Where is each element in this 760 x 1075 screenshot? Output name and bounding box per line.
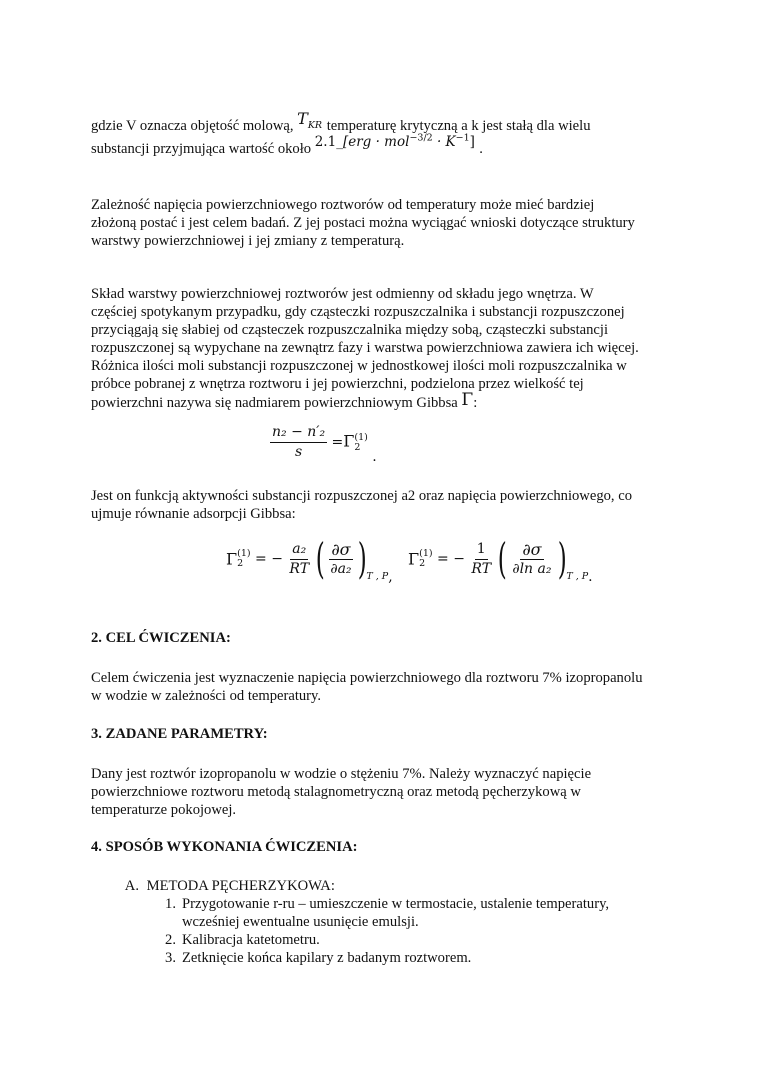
surface-excess-equation	[270, 424, 377, 465]
text-line: Jest on funkcją aktywności substancji rozpuszczonej a2 oraz napięcia powierzchniowego, co	[91, 488, 632, 504]
text-line: próbce pobranej z wnętrza roztworu i jej powierzchni, podzielona przez wielkość tej	[91, 376, 584, 392]
gamma-symbol: Γ	[461, 390, 474, 410]
list-item: 1. Przygotowanie r-ru – umieszczenie w termostacie, ustalenie temperatury,	[165, 896, 610, 912]
log-derivative-fraction: $\frac{\partial\sigma}{\text{∂ln a₂}}$	[512, 539, 552, 577]
left-paren: (	[497, 534, 507, 583]
composition-paragraph	[91, 285, 681, 412]
section-2-heading: 2. CEL ĆWICZENIA:	[91, 630, 231, 646]
gamma-indices: (1) 2	[237, 548, 251, 569]
temperature-paragraph	[91, 196, 681, 250]
text-line: warstwy powierzchniowej i jej zmiany z temperaturą.	[91, 233, 405, 249]
intro-text-b: temperaturę krytyczną a k jest stałą dla wielu	[326, 118, 591, 134]
text-line: Dany jest roztwór izopropanolu w wodzie o stężeniu 7%. Należy wyznaczyć napięcie	[91, 766, 592, 782]
text-line: przyciągają się słabiej od cząsteczek rozpuszczalnika między sobą, cząsteczki substancji	[91, 322, 609, 338]
text-line: powierzchniowe roztworu metodą stalagnometryczną oraz metodą pęcherzykową w	[91, 784, 581, 800]
gibbs-equation-1: Γ (1) 2 = − $\frac{\text{a₂}}{RT}$ ( $\frac{\partial\sigma}{\text{∂a₂}}$ )$_{T , P}$,	[226, 534, 393, 585]
tkr-symbol: $T_{KR}$	[297, 109, 323, 131]
intro-paragraph	[91, 109, 681, 158]
right-paren: )	[557, 534, 567, 583]
fraction-denominator: s	[294, 444, 303, 460]
equation-period: .	[372, 448, 377, 465]
text-line: rozpuszczonej są wypychane na zewnątrz fazy i warstwa powierzchniowa zawiera ich więcej.	[91, 340, 639, 356]
text-line: Skład warstwy powierzchniowej roztworów jest odmienny od składu jego wnętrza. W	[91, 286, 594, 302]
text-line	[91, 390, 681, 412]
steps-list	[152, 895, 712, 967]
gamma-indices: (1) 2	[419, 548, 433, 569]
text-line: ujmuje równanie adsorpcji Gibbsa:	[91, 506, 296, 522]
constant-expression: 2.1_[erg · $mol^{-3/2} \cdot K^{-1}$]	[314, 132, 475, 150]
text-line: złożoną postać i jest celem badań. Z jej postaci można wyciągać wnioski dotyczące struktury	[91, 215, 635, 231]
intro-period: .	[479, 141, 483, 157]
intro-line-2	[91, 132, 681, 158]
gamma-indices: (1) 2	[354, 431, 368, 453]
left-paren: (	[315, 534, 325, 583]
gibbs-paragraph	[91, 487, 681, 523]
text-line: Różnica ilości moli substancji rozpuszczonej w jednostkowej ilości moli rozpuszczalnika w	[91, 358, 627, 374]
colon: :	[473, 395, 478, 411]
fraction-numerator: n₂ − n′₂	[270, 424, 327, 443]
text-line: częściej spotykanym przypadku, gdy cząsteczki rozpuszczalnika i substancji rozpuszczonej	[91, 304, 625, 320]
right-paren: )	[357, 534, 367, 583]
list-item: 2. Kalibracja katetometru.	[165, 932, 320, 948]
text-line: Zależność napięcia powierzchniowego roztworów od temperatury może mieć bardziej	[91, 197, 595, 213]
text-line: temperaturze pokojowej.	[91, 802, 237, 818]
section-3-heading: 3. ZADANE PARAMETRY:	[91, 726, 268, 742]
method-label: A.	[124, 878, 139, 894]
composition-last-text: powierzchni nazywa się nadmiarem powierzchniowym Gibbsa	[91, 395, 458, 411]
equals-sign: =	[331, 434, 344, 451]
intro-text-a: gdzie V oznacza objętość molową,	[91, 118, 294, 134]
derivative-fraction: $\frac{\partial\sigma}{\text{∂a₂}}$	[330, 539, 352, 577]
gamma-rhs: Γ	[343, 431, 355, 451]
section-4-heading: 4. SPOSÓB WYKONANIA ĆWICZENIA:	[91, 839, 358, 855]
text-line: Celem ćwiczenia jest wyznaczenie napięcia powierzchniowego dla roztworu 7% izopropanolu	[91, 670, 643, 686]
list-item: 3. Zetknięcie końca kapilary z badanym roztworem.	[165, 950, 472, 966]
method-list	[115, 877, 675, 895]
method-title: METODA PĘCHERZYKOWA:	[146, 878, 335, 894]
section-2-paragraph	[91, 669, 681, 705]
text-line: w wodzie w zależności od temperatury.	[91, 688, 322, 704]
gibbs-equation-2: Γ (1) 2 = − $\frac{1}{RT}$ ( $\frac{\partial\sigma}{\text{∂ln a₂}}$ )$_{T , P}$.	[408, 534, 593, 585]
activity-fraction: $\frac{\text{a₂}}{RT}$	[289, 540, 310, 577]
excess-fraction	[270, 424, 327, 461]
intro-text-c: substancji przyjmująca wartość około	[91, 141, 312, 157]
list-item-continuation: wcześniej ewentualne usunięcie emulsji.	[182, 914, 419, 930]
inverse-rt-fraction: $\frac{1}{RT}$	[471, 540, 492, 577]
section-3-paragraph	[91, 765, 681, 819]
method-item	[115, 877, 675, 895]
